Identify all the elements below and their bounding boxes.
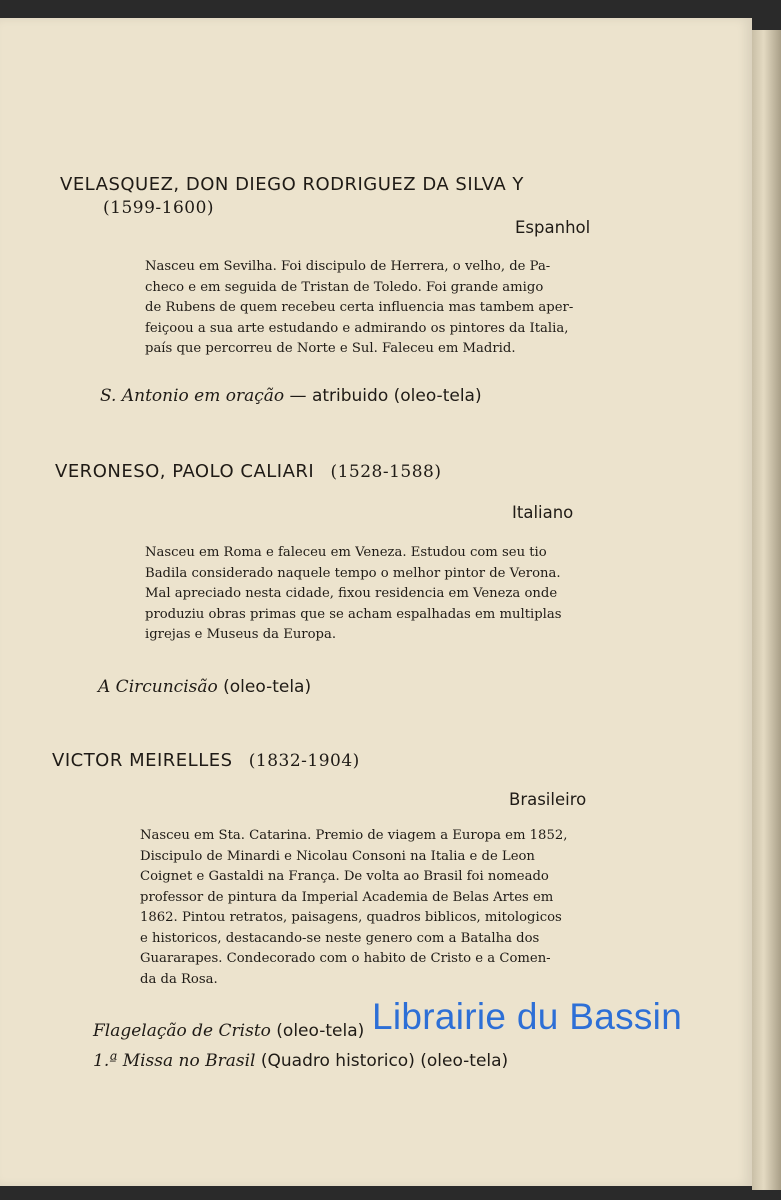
bio-line: professor de pintura da Imperial Academia de Belas Artes em — [140, 889, 554, 905]
bio-line: de Rubens de quem recebeu certa influencia mas tambem aper- — [145, 300, 574, 315]
bio-line: da da Rosa. — [140, 971, 218, 987]
artist-heading-meirelles — [52, 750, 360, 771]
bio-line: Mal apreciado nesta cidade, fixou residencia em Veneza onde — [145, 586, 558, 601]
bio-line: Nasceu em Roma e faleceu em Veneza. Estudou com seu tio — [145, 545, 547, 560]
bio-line: país que percorreu de Norte e Sul. Faleceu em Madrid. — [145, 341, 516, 356]
artist-dates: (1528-1588) — [330, 462, 442, 482]
artist-biography — [145, 543, 605, 646]
book-page-edge — [752, 30, 781, 1190]
bio-line: checo e em seguida de Tristan de Toledo. Foi grande amigo — [145, 279, 544, 295]
bio-line: Coignet e Gastaldi na França. De volta ao Brasil foi nomeado — [140, 869, 549, 884]
artwork-title: S. Antonio em oração — [100, 386, 285, 406]
artwork-note: (oleo-tela) — [223, 677, 312, 697]
artist-nationality: Italiano — [512, 503, 574, 522]
artist-heading-velasquez — [60, 174, 524, 195]
artist-name: VICTOR MEIRELLES — [52, 750, 233, 771]
artist-nationality: Espanhol — [515, 218, 591, 237]
bio-line: produziu obras primas que se acham espalhadas em multiplas — [145, 606, 562, 622]
artist-name: VERONESO, PAOLO CALIARI — [55, 461, 315, 482]
artwork-item — [100, 386, 482, 406]
artwork-item — [98, 677, 311, 697]
bio-line: Discipulo de Minardi e Nicolau Consoni na Italia e de Leon — [140, 848, 535, 864]
artwork-item — [93, 1051, 508, 1071]
artwork-title: Flagelação de Cristo — [93, 1021, 271, 1041]
artist-heading-veroneso — [55, 461, 442, 482]
seller-watermark: Librairie du Bassin — [372, 996, 683, 1037]
artwork-note: (Quadro historico) (oleo-tela) — [260, 1051, 509, 1071]
bio-line: 1862. Pintou retratos, paisagens, quadros biblicos, mitologicos — [140, 910, 562, 925]
bio-line: e historicos, destacando-se neste genero com a Batalha dos — [140, 930, 540, 946]
artist-biography — [145, 257, 607, 360]
artwork-note: (oleo-tela) — [276, 1021, 365, 1041]
artwork-item — [93, 1021, 364, 1041]
bio-line: Nasceu em Sevilha. Foi discipulo de Herrera, o velho, de Pa- — [145, 259, 551, 274]
bio-line: igrejas e Museus da Europa. — [145, 627, 337, 642]
artwork-note: — atribuido (oleo-tela) — [289, 386, 482, 406]
artist-biography — [140, 826, 603, 990]
bio-line: Badila considerado naquele tempo o melhor pintor de Verona. — [145, 565, 561, 581]
bio-line: feiçoou a sua arte estudando e admirando os pintores da Italia, — [145, 320, 569, 336]
artist-nationality: Brasileiro — [509, 790, 587, 809]
artist-name: VELASQUEZ, DON DIEGO RODRIGUEZ DA SILVA Y — [60, 174, 524, 195]
artist-dates: (1599-1600) — [103, 198, 215, 218]
artwork-title: A Circuncisão — [98, 677, 218, 697]
bio-line: Guararapes. Condecorado com o habito de Cristo e a Comen- — [140, 951, 551, 966]
bio-line: Nasceu em Sta. Catarina. Premio de viagem a Europa em 1852, — [140, 828, 568, 843]
artwork-title: 1.ª Missa no Brasil — [93, 1051, 256, 1071]
artist-dates: (1832-1904) — [248, 751, 360, 771]
